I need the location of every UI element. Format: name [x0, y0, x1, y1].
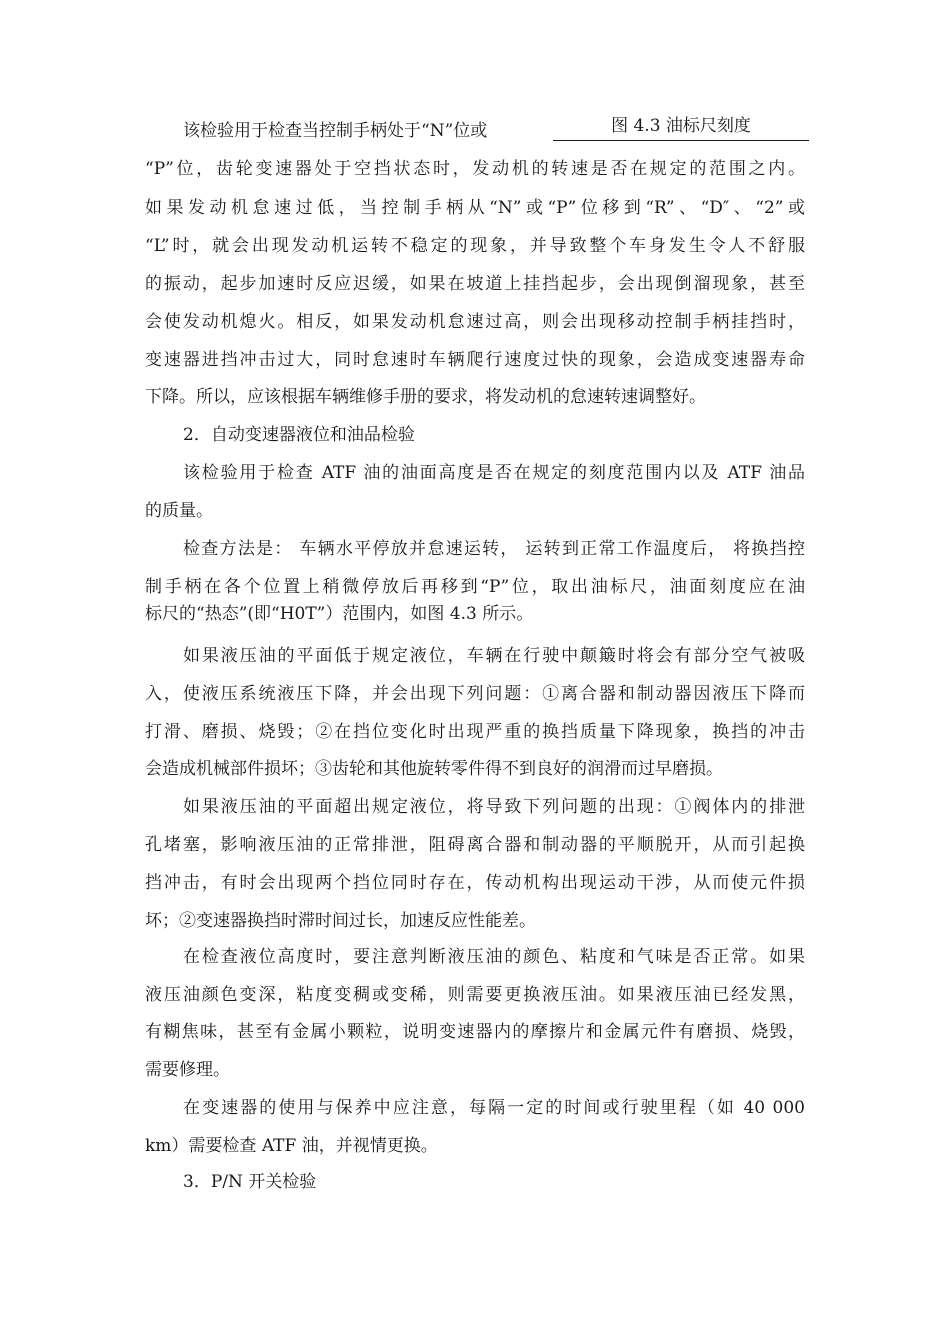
- paragraph-line: 如果液压油的平面超出规定液位，将导致下列问题的出现：①阀体内的排泄: [183, 797, 805, 817]
- paragraph-line: 挡冲击，有时会出现两个挡位同时存在，传动机构出现运动干涉，从而使元件损: [145, 873, 805, 893]
- paragraph-line: 制手柄在各个位置上稍微停放后再移到“P”位，取出油标尺，油面刻度应在油: [145, 577, 805, 597]
- paragraph-line: 的质量。: [145, 501, 213, 521]
- paragraph-line: 标尺的“热态”(即“H0T”）范围内，如图 4.3 所示。: [145, 604, 534, 624]
- figure-caption: 图 4.3 油标尺刻度: [553, 114, 809, 141]
- section-heading: 3．P/N 开关检验: [183, 1172, 317, 1192]
- paragraph-line: 该检验用于检查 ATF 油的油面高度是否在规定的刻度范围内以及 ATF 油品: [183, 463, 805, 483]
- paragraph-line: 会造成机械部件损坏；③齿轮和其他旋转零件得不到良好的润滑而过早磨损。: [145, 759, 723, 779]
- paragraph-line: 该检验用于检查当控制手柄处于“N”位或: [183, 121, 488, 141]
- paragraph-line: 如果发动机怠速过低，当控制手柄从“N”或“P”位移到“R”、“D″、“2”或: [145, 198, 805, 218]
- paragraph-line: 液压油颜色变深，粘度变稠或变稀，则需要更换液压油。如果液压油已经发黑，: [145, 985, 805, 1005]
- paragraph-line: 有糊焦味，甚至有金属小颗粒，说明变速器内的摩擦片和金属元件有磨损、烧毁，: [145, 1022, 805, 1042]
- paragraph-line: 坏；②变速器换挡时滞时间过长，加速反应性能差。: [145, 911, 536, 931]
- paragraph-line: 入，使液压系统液压下降，并会出现下列问题：①离合器和制动器因液压下降而: [145, 684, 805, 704]
- paragraph-line: km）需要检查 ATF 油，并视情更换。: [145, 1136, 438, 1156]
- paragraph-line: 如果液压油的平面低于规定液位，车辆在行驶中颠簸时将会有部分空气被吸: [183, 646, 805, 666]
- section-heading: 2．自动变速器液位和油品检验: [183, 425, 415, 445]
- paragraph-line: 孔堵塞，影响液压油的正常排泄，阻碍离合器和制动器的平顺脱开，从而引起换: [145, 835, 805, 855]
- paragraph-line: 在变速器的使用与保养中应注意，每隔一定的时间或行驶里程（如 40 000: [183, 1098, 805, 1118]
- paragraph-line: 会使发动机熄火。相反，如果发动机怠速过高，则会出现移动控制手柄挂挡时，: [145, 312, 805, 332]
- paragraph-line: 检查方法是： 车辆水平停放并怠速运转， 运转到正常工作温度后， 将换挡控: [183, 539, 805, 559]
- paragraph-line: 变速器进挡冲击过大，同时怠速时车辆爬行速度过快的现象，会造成变速器寿命: [145, 350, 805, 370]
- paragraph-line: 下降。所以，应该根据车辆维修手册的要求，将发动机的怠速转速调整好。: [145, 387, 706, 407]
- paragraph-line: 打滑、磨损、烧毁；②在挡位变化时出现严重的换挡质量下降现象，换挡的冲击: [145, 722, 805, 742]
- paragraph-line: “P”位，齿轮变速器处于空挡状态时，发动机的转速是否在规定的范围之内。: [145, 159, 805, 179]
- paragraph-line: 在检查液位高度时，要注意判断液压油的颜色、粘度和气味是否正常。如果: [183, 947, 805, 967]
- paragraph-line: “L”时，就会出现发动机运转不稳定的现象，并导致整个车身发生令人不舒服: [145, 236, 805, 256]
- paragraph-line: 的振动，起步加速时反应迟缓，如果在坡道上挂挡起步，会出现倒溜现象，甚至: [145, 274, 805, 294]
- paragraph-line: 需要修理。: [145, 1060, 230, 1080]
